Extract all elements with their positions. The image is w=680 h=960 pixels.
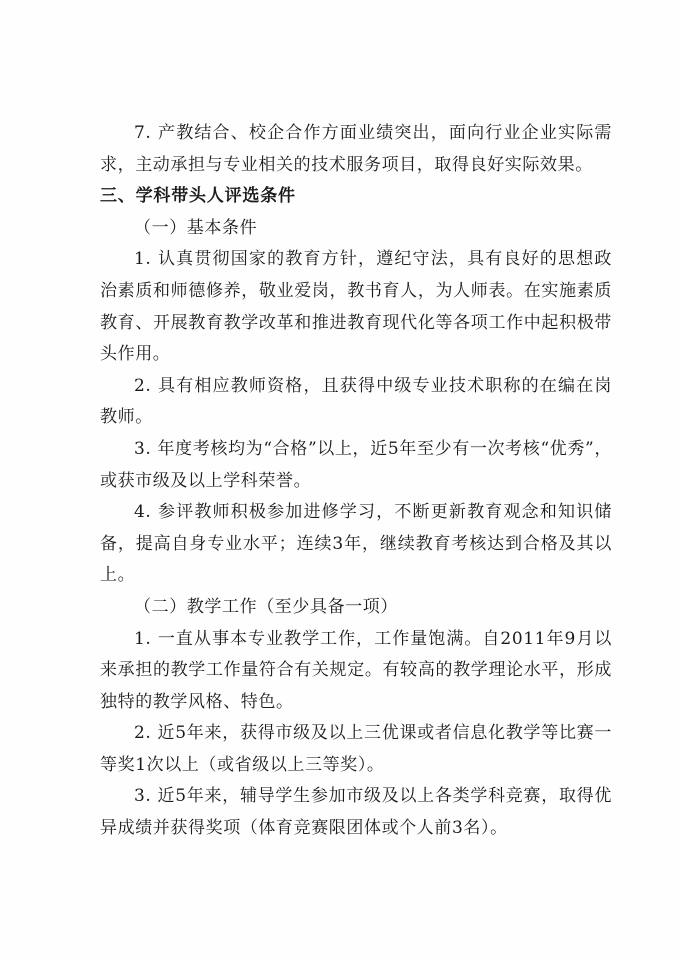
paragraph-teaching-2: 2. 近5年来，获得市级及以上三优课或者信息化教学等比赛一等奖1次以上（或省级以上三等奖）。 <box>100 723 612 775</box>
paragraph-condition-1: 1. 认真贯彻国家的教育方针，遵纪守法，具有良好的思想政治素质和师德修养，敬业爱岗，教书育人，为人师表。在实施素质教育、开展教育教学改革和推进教育现代化等各项工作中起积极带头作用。 <box>100 249 612 365</box>
document-body <box>100 118 612 845</box>
section-heading-3: 三、学科带头人评选条件 <box>100 186 296 207</box>
paragraph-condition-2: 2. 具有相应教师资格，且获得中级专业技术职称的在编在岗教师。 <box>100 375 612 428</box>
paragraph-teaching-3: 3. 近5年来，辅导学生参加市级及以上各类学科竞赛，取得优异成绩并获得奖项（体育竞赛限团体或个人前3名）。 <box>100 786 612 839</box>
paragraph-condition-4: 4. 参评教师积极参加进修学习，不断更新教育观念和知识储备，提高自身专业水平；连续3年，继续教育考核达到合格及其以上。 <box>100 502 612 586</box>
paragraph-condition-3: 3. 年度考核均为“合格”以上，近5年至少有一次考核“优秀”，或获市级及以上学科荣誉。 <box>100 438 612 491</box>
subheading-basic-conditions: （一）基本条件 <box>134 217 258 238</box>
subheading-teaching-work: （二）教学工作（至少具备一项） <box>134 596 398 617</box>
paragraph-teaching-1: 1. 一直从事本专业教学工作，工作量饱满。自2011年9月以来承担的教学工作量符合有关规定。有较高的教学理论水平，形成独特的教学风格、特色。 <box>100 628 612 712</box>
paragraph-item-7: 7. 产教结合、校企合作方面业绩突出，面向行业企业实际需求，主动承担与专业相关的技术服务项目，取得良好实际效果。 <box>100 123 612 175</box>
